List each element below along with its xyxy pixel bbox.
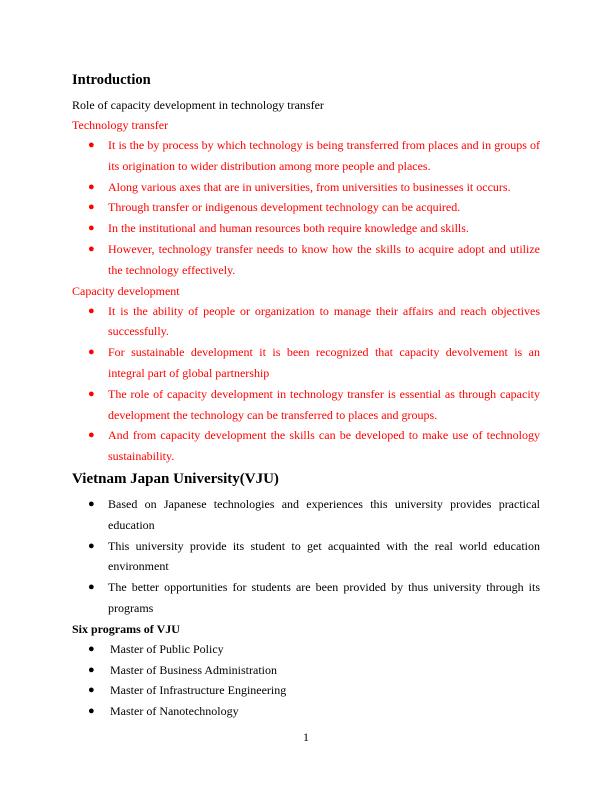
bullet-icon: ● <box>88 581 95 594</box>
tech-transfer-heading: Technology transfer <box>72 118 169 132</box>
list-item: ● Master of Infrastructure Engineering <box>72 680 540 701</box>
list-item: ● And from capacity development the skills can be developed to make use of technology sustainability. <box>72 425 540 467</box>
list-item: ● This university provide its student to get acquainted with the real world education environment <box>72 536 540 578</box>
capacity-heading: Capacity development <box>72 283 180 298</box>
page-number: 1 <box>303 730 309 744</box>
bullet-icon: ● <box>88 387 95 400</box>
bullet-icon: ● <box>88 201 95 214</box>
list-item: ● The better opportunities for students are been provided by thus university through its programs <box>72 577 540 619</box>
document-page <box>72 70 540 722</box>
vju-heading: Vietnam Japan University(VJU) <box>72 470 279 487</box>
list-item: ● For sustainable development it is been recognized that capacity devolvement is an integral part of global partnership <box>72 342 540 384</box>
bullet-icon: ● <box>88 663 95 676</box>
bullet-icon: ● <box>88 705 95 718</box>
list-item: ● Along various axes that are in universities, from universities to businesses it occurs. <box>72 177 540 198</box>
bullet-icon: ● <box>88 242 95 255</box>
programs-list <box>72 639 540 722</box>
list-item: ● Master of Business Administration <box>72 660 540 681</box>
bullet-icon: ● <box>88 304 95 317</box>
list-item: ● Based on Japanese technologies and experiences this university provides practical education <box>72 494 540 536</box>
list-item: ● It is the ability of people or organization to manage their affairs and reach objectives successfully. <box>72 301 540 343</box>
bullet-icon: ● <box>88 180 95 193</box>
bullet-icon: ● <box>88 684 95 697</box>
list-item: ● In the institutional and human resources both require knowledge and skills. <box>72 218 540 239</box>
list-item: ● Master of Public Policy <box>72 639 540 660</box>
bullet-icon: ● <box>88 139 95 151</box>
intro-heading: Introduction <box>72 72 151 88</box>
capacity-list <box>72 301 540 467</box>
list-item: ● Through transfer or indigenous development technology can be acquired. <box>72 197 540 218</box>
vju-list <box>72 494 540 619</box>
bullet-icon: ● <box>88 429 95 442</box>
bullet-icon: ● <box>88 642 95 655</box>
bullet-icon: ● <box>88 346 95 359</box>
bullet-icon: ● <box>88 539 95 552</box>
intro-subtitle: Role of capacity development in technology transfer <box>72 98 324 112</box>
bullet-icon: ● <box>88 497 95 510</box>
list-item: ● However, technology transfer needs to know how the skills to acquire adopt and utilize the technology effectively. <box>72 239 540 281</box>
list-item: ● Master of Nanotechnology <box>72 701 540 722</box>
bullet-icon: ● <box>88 222 95 235</box>
programs-heading: Six programs of VJU <box>72 621 180 636</box>
list-item: ● It is the by process by which technology is being transferred from places and in groups of its origination to wider distribution among more people and places. <box>72 135 540 177</box>
tech-transfer-list <box>72 135 540 281</box>
list-item: ● The role of capacity development in technology transfer is essential as through capacity development the technology can be transferred to places and groups. <box>72 384 540 426</box>
